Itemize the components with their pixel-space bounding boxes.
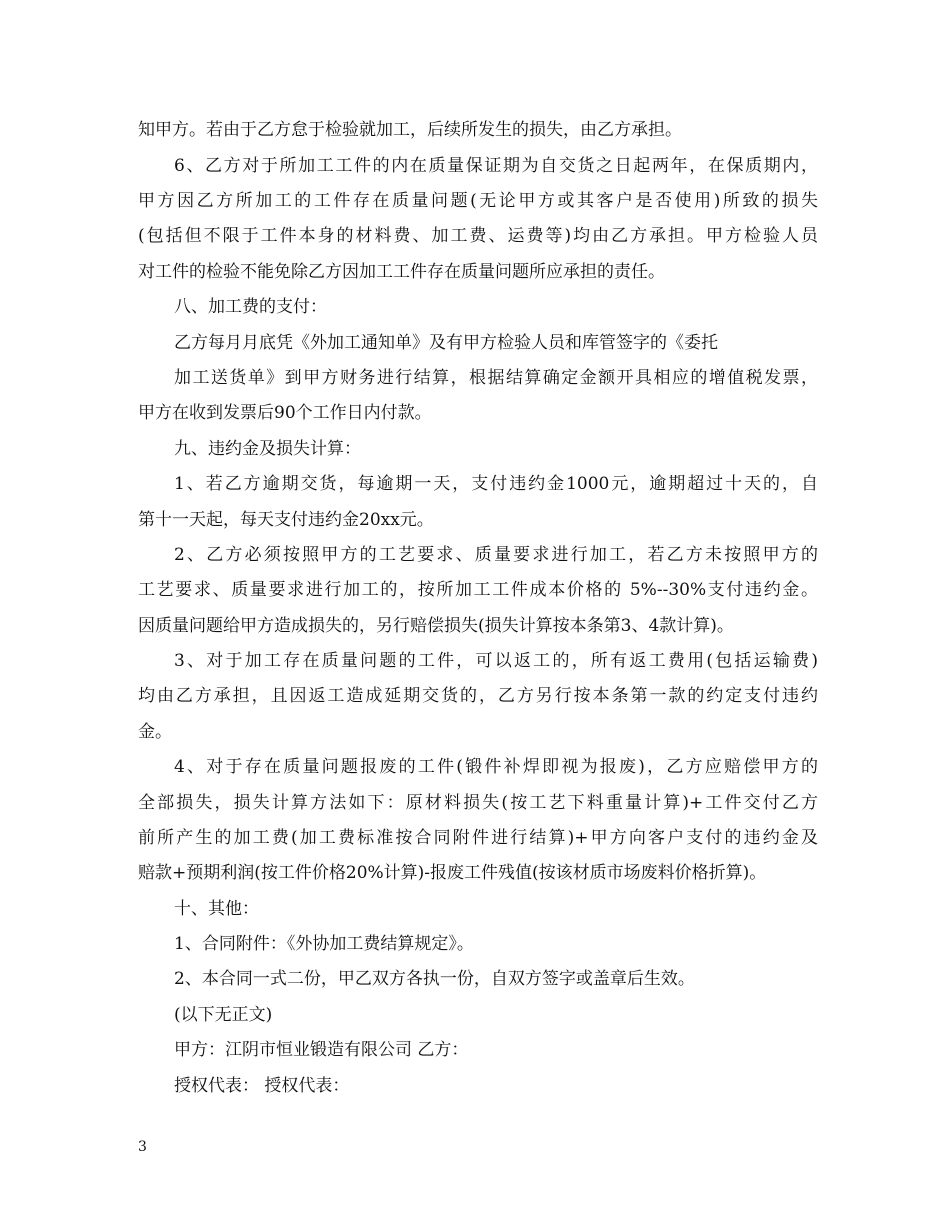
text-line: 加工送货单》到甲方财务进行结算，根据结算确定金额开具相应的增值税发票， <box>174 368 818 388</box>
text-line: 金。 <box>138 722 172 742</box>
text-line: 甲方因乙方所加工的工件存在质量问题(无论甲方或其客户是否使用)所致的损失 <box>138 191 818 211</box>
text-line: 前所产生的加工费(加工费标准按合同附件进行结算)+甲方向客户支付的违约金及 <box>138 828 818 848</box>
text-line: 1、若乙方逾期交货，每逾期一天，支付违约金1000元，逾期超过十天的，自 <box>174 474 818 494</box>
text-line: 第十一天起，每天支付违约金20xx元。 <box>138 510 434 530</box>
page-number: 3 <box>138 1139 147 1155</box>
text-line: 赔款+预期利润(按工件价格20%计算)-报废工件残值(按该材质市场废料价格折算)。 <box>138 863 767 883</box>
text-line: (以下无正文) <box>174 1005 273 1025</box>
text-line: 2、乙方必须按照甲方的工艺要求、质量要求进行加工，若乙方未按照甲方的 <box>174 545 818 565</box>
text-line: 4、对于存在质量问题报废的工件(锻件补焊即视为报废)，乙方应赔偿甲方的 <box>174 757 818 777</box>
signature-representative-line: 授权代表： 授权代表： <box>174 1076 350 1096</box>
text-line: 对工件的检验不能免除乙方因加工工件存在质量问题所应承担的责任。 <box>138 262 665 282</box>
section-heading: 八、加工费的支付： <box>174 297 327 317</box>
section-heading: 十、其他： <box>174 899 259 919</box>
text-line: 知甲方。若由于乙方怠于检验就加工，后续所发生的损失，由乙方承担。 <box>138 120 682 140</box>
text-line: 全部损失，损失计算方法如下：原材料损失(按工艺下料重量计算)+工件交付乙方 <box>138 793 818 813</box>
text-line: 乙方每月月底凭《外加工通知单》及有甲方检验人员和库管签字的《委托 <box>174 333 718 353</box>
text-line: 均由乙方承担，且因返工造成延期交货的，乙方另行按本条第一款的约定支付违约 <box>138 686 818 706</box>
text-line: 1、合同附件：《外协加工费结算规定》。 <box>174 934 474 954</box>
text-line: 2、本合同一式二份，甲乙双方各执一份，自双方签字或盖章后生效。 <box>174 969 695 989</box>
section-heading: 九、违约金及损失计算： <box>174 439 361 459</box>
text-line: 3、对于加工存在质量问题的工件，可以返工的，所有返工费用(包括运输费) <box>174 651 818 671</box>
text-line: 甲方在收到发票后90个工作日内付款。 <box>138 403 432 423</box>
text-line: 因质量问题给甲方造成损失的，另行赔偿损失(损失计算按本条第3、4款计算)。 <box>138 616 734 636</box>
signature-party-line: 甲方：江阴市恒业锻造有限公司 乙方： <box>174 1040 469 1060</box>
text-line: 6、乙方对于所加工工件的内在质量保证期为自交货之日起两年，在保质期内， <box>174 156 818 176</box>
text-line: (包括但不限于工件本身的材料费、加工费、运费等)均由乙方承担。甲方检验人员 <box>138 226 818 246</box>
text-line: 工艺要求、质量要求进行加工的，按所加工工件成本价格的 5%--30%支付违约金。 <box>138 580 818 600</box>
